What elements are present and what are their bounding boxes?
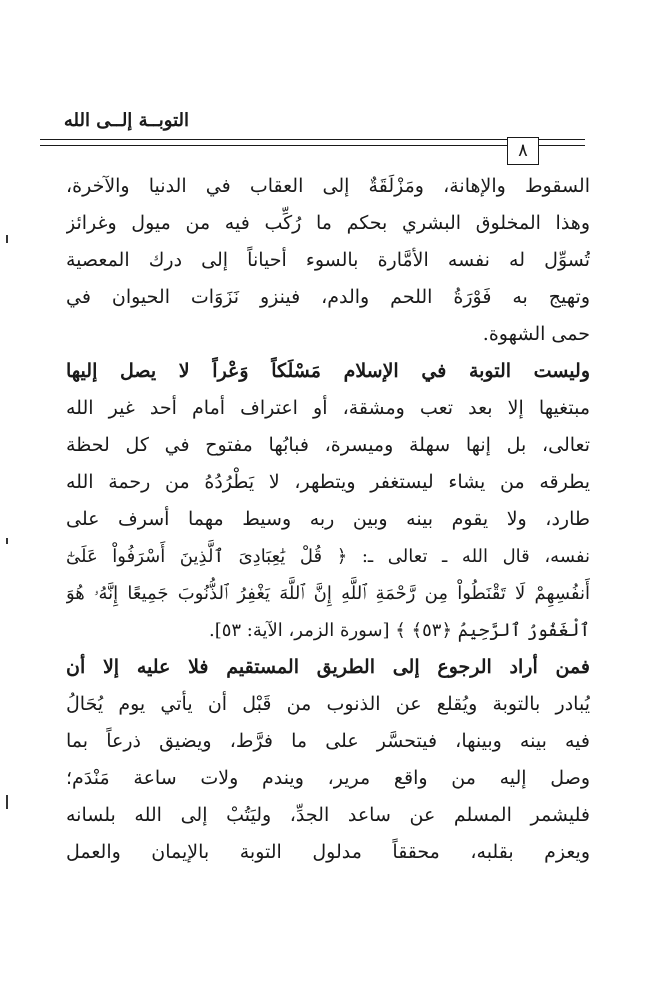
margin-mark <box>6 795 8 809</box>
running-header-title: التوبــة إلــى الله <box>63 110 189 131</box>
quran-verse-line: ٱلْغَفُورُ ٱلرَّحِيمُ ﴿٥٣﴾ ﴾ [سورة الزمر، الآية: ٥٣]. <box>208 620 590 641</box>
text-line: السقوط والإهانة، ومَزْلَقَةٌ إلى العقاب في الدنيا والآخرة، <box>66 175 590 197</box>
text-line: تعالى، بل إنها سهلة وميسرة، فبابُها مفتوح في كل لحظة <box>66 434 590 456</box>
quran-verse-line: نفسه، قال الله ـ تعالى ـ: ﴿ قُلْ يَٰعِبَادِىَ ٱلَّذِينَ أَسْرَفُواْ عَلَىٰٓ <box>66 546 590 567</box>
text-line: يُبادر بالتوبة ويُقلع عن الذنوب من قَبْل أن يأتي يوم يُحَالُ <box>66 693 590 715</box>
page-number: ٨ <box>507 137 539 165</box>
text-line: وليست التوبة في الإسلام مَسْلَكاً وَعْراً لا يصل إليها <box>66 360 590 382</box>
text-line: فليشمر المسلم عن ساعد الجدِّ، وليَتُبْ إلى الله بلسانه <box>66 804 590 826</box>
text-line: وصل إليه من واقع مرير، ويندم ولات ساعة مَنْدَم؛ <box>66 767 590 789</box>
text-line: حمى الشهوة. <box>482 323 590 345</box>
text-line: تُسوِّل له نفسه الأمَّارة بالسوء أحياناً إلى درك المعصية <box>66 249 590 271</box>
quran-verse-line: أَنفُسِهِمْ لَا تَقْنَطُواْ مِن رَّحْمَةِ ٱللَّهِ إِنَّ ٱللَّهَ يَغْفِرُ ٱلذُّنُوبَ جَمِيعًا إِنَّهُۥ هُوَ <box>66 583 590 604</box>
margin-mark <box>6 235 8 243</box>
text-line: فمن أراد الرجوع إلى الطريق المستقيم فلا عليه إلا أن <box>66 656 590 678</box>
text-line: وتهيج به فَوْرَةُ اللحم والدم، فينزو نَزَوَات الحيوان في <box>66 286 590 308</box>
body-text <box>66 168 590 871</box>
text-line: مبتغيها إلا بعد تعب ومشقة، أو اعتراف أمام أحد غير الله <box>66 397 590 419</box>
text-line: طارد، ولا يقوم بينه وبين ربه وسيط مهما أسرف على <box>66 508 590 530</box>
text-line: وهذا المخلوق البشري بحكم ما رُكِّب فيه من ميول وغرائز <box>66 212 590 234</box>
text-line: يطرقه من يشاء ليستغفر ويتطهر، لا يَطْرُدُهُ من رحمة الله <box>66 471 590 493</box>
text-line: فيه بينه وبينها، فيتحسَّر على ما فرَّط، ويضيق ذرعاً بما <box>66 730 590 752</box>
margin-mark <box>6 538 8 544</box>
header-rule-thin <box>40 145 585 146</box>
header-rule-thick <box>40 139 585 140</box>
text-line: ويعزم بقلبه، محققاً مدلول التوبة بالإيمان والعمل <box>66 841 590 863</box>
